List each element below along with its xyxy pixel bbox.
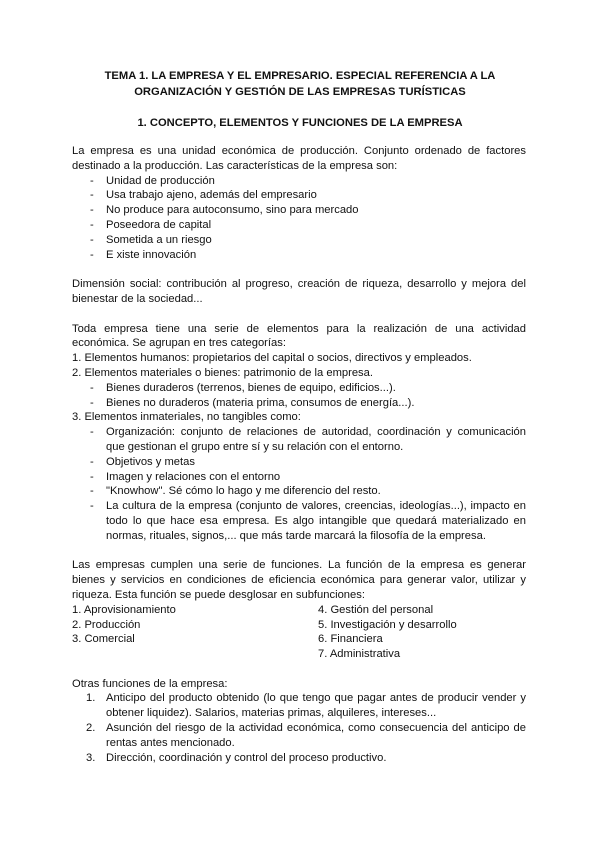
list-item: 3. Comercial xyxy=(72,633,135,646)
list-item: 6. Financiera xyxy=(318,633,383,646)
item-text: Dirección, coordinación y control del proceso productivo. xyxy=(106,751,387,764)
social-dimension-paragraph: Dimensión social: contribución al progreso, creación de riqueza, desarrollo y mejora del bienestar de la sociedad... xyxy=(72,278,526,305)
list-item: - Unidad de producción xyxy=(72,174,526,189)
section-heading: 1. CONCEPTO, ELEMENTOS Y FUNCIONES DE LA EMPRESA xyxy=(137,117,463,129)
other-functions-list xyxy=(72,691,526,765)
list-item: - Bienes duraderos (terrenos, bienes de equipo, edificios...). xyxy=(72,381,526,396)
document-body xyxy=(72,144,526,765)
list-item: 4. Gestión del personal xyxy=(318,603,434,616)
item-number: 3. xyxy=(86,751,96,764)
item-number: 1. xyxy=(86,692,96,705)
element-materials: 2. Elementos materiales o bienes: patrimonio de la empresa. xyxy=(72,366,373,379)
item-text: Asunción del riesgo de la actividad económica, como consecuencia del anticipo de rentas antes mencionado. xyxy=(106,722,526,749)
functions-intro-paragraph: Las empresas cumplen una serie de funciones. La función de la empresa es generar bienes y servicios en condiciones de eficiencia económica para generar valor, utilizar y riqueza. Esta función se puede desglosar en subfunciones: xyxy=(72,559,526,601)
list-item: - Sometida a un riesgo xyxy=(72,233,526,248)
elements-intro-paragraph: Toda empresa tiene una serie de elementos para la realización de una actividad económica. Se agrupan en tres categorías: xyxy=(72,322,526,350)
materials-list xyxy=(72,381,526,411)
intangibles-list xyxy=(72,425,526,543)
title-line-2: ORGANIZACIÓN Y GESTIÓN DE LAS EMPRESAS TURÍSTICAS xyxy=(134,86,466,98)
list-item: - E xiste innovación xyxy=(72,248,526,263)
list-item: - "Knowhow". Sé cómo lo hago y me diferencio del resto. xyxy=(72,484,526,499)
list-item xyxy=(72,751,526,766)
list-item: - Imagen y relaciones con el entorno xyxy=(72,470,526,485)
intro-paragraph: La empresa es una unidad económica de producción. Conjunto ordenado de factores destinado a la producción. Las características de la empresa son: xyxy=(72,145,526,172)
list-item: 1. Aprovisionamiento xyxy=(72,603,176,616)
list-item: 7. Administrativa xyxy=(318,648,401,661)
element-humans: 1. Elementos humanos: propietarios del capital o socios, directivos y empleados. xyxy=(72,352,472,365)
list-item: - La cultura de la empresa (conjunto de valores, creencias, ideologías...), impacto en todo lo que hace esa empresa. Es algo intangible que quedará materializado en normas, rituales, signos,... que más tarde marcará la filosofía de la empresa. xyxy=(72,499,526,543)
list-item: - Bienes no duraderos (materia prima, consumos de energía...). xyxy=(72,396,526,411)
subfunctions-columns xyxy=(72,603,526,662)
list-item xyxy=(72,691,526,721)
list-item xyxy=(72,721,526,751)
list-item: 5. Investigación y desarrollo xyxy=(318,618,457,631)
list-item: - Objetivos y metas xyxy=(72,455,526,470)
item-number: 2. xyxy=(86,722,96,735)
list-item: - Usa trabajo ajeno, además del empresario xyxy=(72,188,526,203)
element-intangibles: 3. Elementos inmateriales, no tangibles como: xyxy=(72,411,301,424)
subfunctions-left xyxy=(72,603,318,662)
list-item: - Organización: conjunto de relaciones de autoridad, coordinación y comunicación que gestionan el grupo entre sí y su relación con el entorno. xyxy=(72,425,526,455)
title-line-1: TEMA 1. LA EMPRESA Y EL EMPRESARIO. ESPECIAL REFERENCIA A LA xyxy=(104,70,496,82)
list-item: - Poseedora de capital xyxy=(72,218,526,233)
subfunctions-right xyxy=(318,603,526,662)
other-functions-intro: Otras funciones de la empresa: xyxy=(72,677,228,690)
list-item: - No produce para autoconsumo, sino para mercado xyxy=(72,203,526,218)
item-text: Anticipo del producto obtenido (lo que tengo que pagar antes de producir vender y obtener liquidez). Salarios, materias primas, alquileres, intereses... xyxy=(106,692,526,720)
characteristics-list xyxy=(72,174,526,263)
document-title xyxy=(60,68,540,100)
list-item: 2. Producción xyxy=(72,618,141,631)
